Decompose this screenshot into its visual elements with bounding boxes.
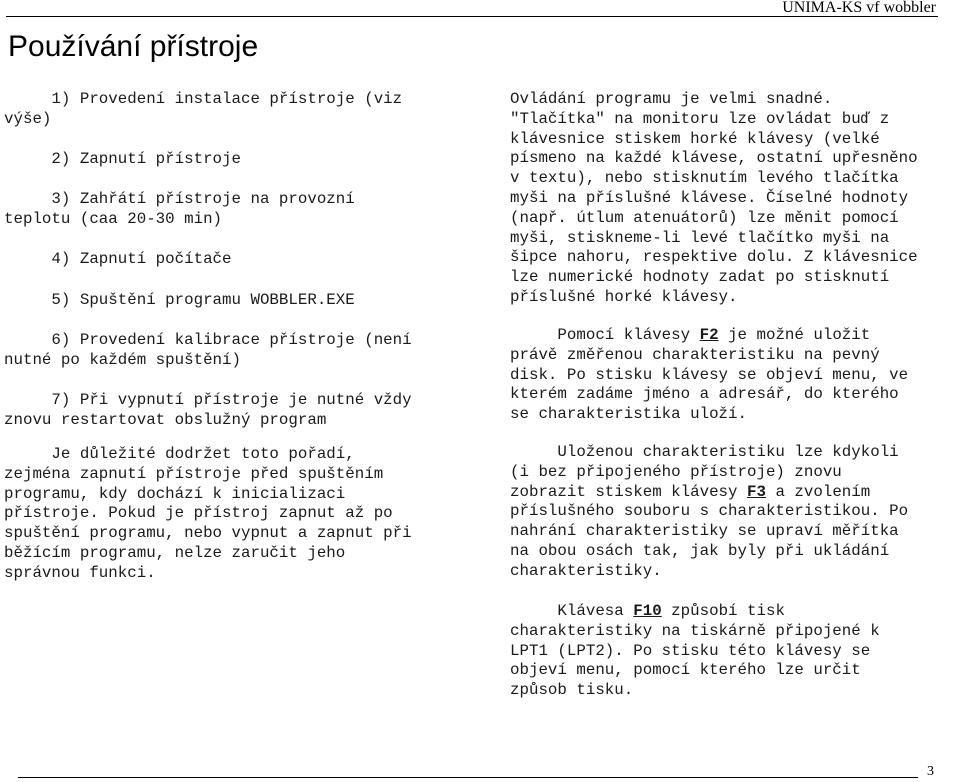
load-text-before: Uloženou charakteristiku lze kdykoli (i bez připojeného přístroje) znovu zobrazit stiskem klávesy (510, 443, 899, 501)
step-4: 4) Zapnutí počítače (4, 250, 232, 269)
load-paragraph (510, 443, 908, 582)
print-paragraph (510, 602, 880, 701)
key-f10: F10 (633, 602, 662, 620)
running-header: UNIMA-KS vf wobbler (782, 0, 936, 16)
step-2: 2) Zapnutí přístroje (4, 150, 241, 169)
footer-rule (18, 777, 918, 778)
step-3: 3) Zahřátí přístroje na provozní teplotu (caa 20-30 min) (4, 190, 355, 229)
key-f2: F2 (699, 326, 719, 344)
step-7: 7) Při vypnutí přístroje je nutné vždy znovu restartovat obslužný program (4, 391, 412, 429)
save-paragraph (510, 326, 908, 425)
steps-list (4, 90, 474, 451)
save-text-after: je možné uložit právě změřenou charakteristiku na pevný disk. Po stisku klávesy se objeví menu, ve kterém zadáme jméno a adresář, do kterého se charakteristika uloží. (510, 326, 909, 424)
page-title: Používání přístroje (8, 30, 259, 63)
load-text-after: a zvolením příslušného souboru s charakteristikou. Po nahrání charakteristiky se upraví měřítka na obou osách tak, jak byly při ukládání charakteristiky. (510, 482, 909, 580)
key-f3: F3 (747, 482, 766, 501)
order-note: Je důležité dodržet toto pořadí, zejména zapnutí přístroje před spuštěním programu, kdy dochází k inicializaci přístroje. Pokud je přístroj zapnut až po spuštění programu, nebo vypnut a zapnut při běžícím programu, nelze zaručit jeho správnou funkci. (4, 445, 412, 582)
controls-paragraph: Ovládání programu je velmi snadné. "Tlačítka" na monitoru lze ovládat buď z klávesnice stiskem horké klávesy (velké písmeno na každé klávese, ostatní upřesněno v textu), nebo stisknutím levého tlačítka myši na příslušné klávese. Číselné hodnoty (např. útlum atenuátorů) lze měnit pomocí myši, stiskneme-li levé tlačítko myši na šipce nahoru, respektive dolu. Z klávesnice lze numerické hodnoty zadat po stisknutí příslušné horké klávesy. (510, 90, 918, 306)
step-6: 6) Provedení kalibrace přístroje (není nutné po každém spuštění) (4, 331, 412, 369)
print-text-after: způsobí tisk charakteristiky na tiskárně připojené k LPT1 (LPT2). Po stisku této klávesy se objeví menu, pomocí kterého lze určit způsob tisku. (510, 602, 880, 700)
page-number: 3 (927, 764, 934, 779)
print-text-before: Klávesa (510, 602, 634, 620)
save-text-before: Pomocí klávesy (510, 326, 700, 344)
step-1: 1) Provedení instalace přístroje (viz výše) (4, 90, 403, 128)
step-5: 5) Spuštění programu WOBBLER.EXE (4, 290, 355, 309)
